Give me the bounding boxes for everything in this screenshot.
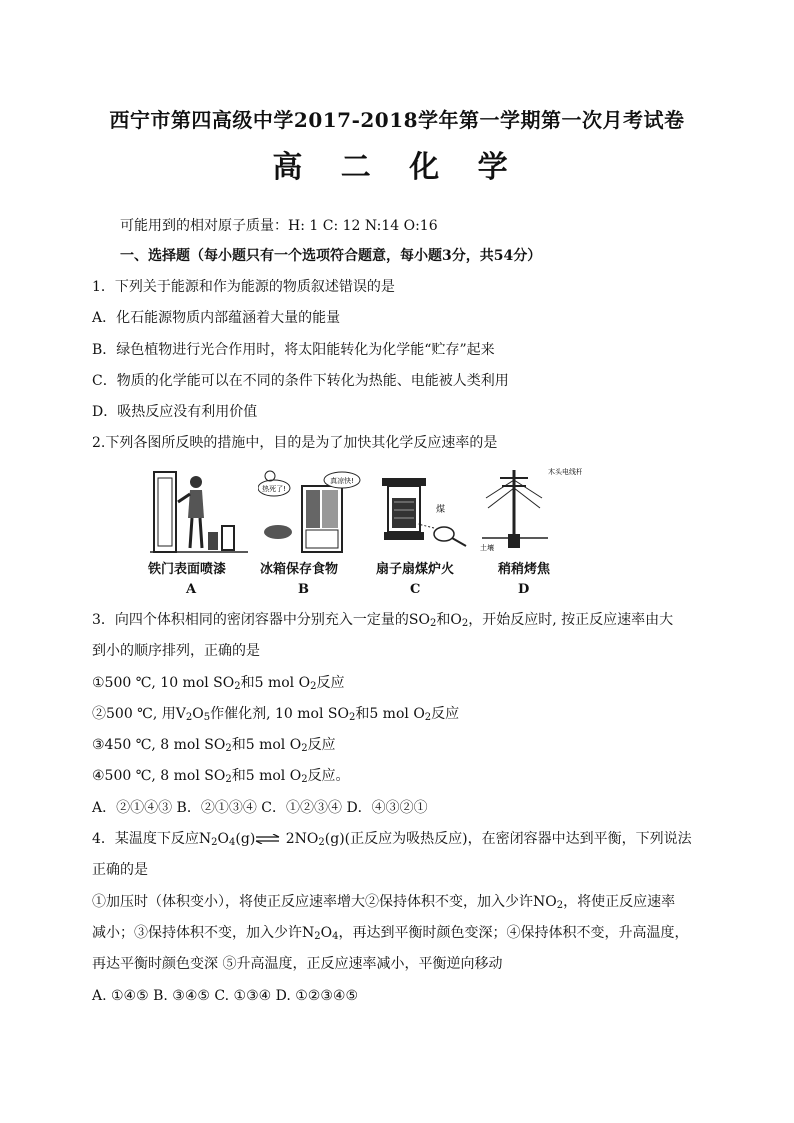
label-pole: 木头电线杆 — [548, 468, 582, 476]
letter-a: A — [186, 582, 197, 597]
section-heading: 一、选择题（每小题只有一个选项符合题意，每小题3分，共54分） — [120, 248, 542, 264]
q2-figures — [148, 468, 582, 598]
q1-option-a: A．化石能源物质内部蕴涵着大量的能量 — [92, 310, 341, 326]
q2-stem: 2.下列各图所反映的措施中，目的是为了加快其化学反应速率的是 — [92, 435, 498, 451]
subject-title: 高 二 化 学 — [272, 150, 522, 185]
q3-item-2: ②500 ℃, 用$V_2O_5$作催化剂, 10 mol $SO_2$和5 mol $O_2$反应 — [92, 706, 460, 723]
figure-c-coal-stove — [374, 468, 478, 558]
q3-stem-line2: 到小的顺序排列，正确的是 — [92, 643, 260, 659]
label-coal: 煤 — [436, 505, 446, 515]
q1-option-d: D．吸热反应没有利用价值 — [92, 404, 258, 420]
atomic-masses: 可能用到的相对原子质量：H: 1 C: 12 N:14 O:16 — [120, 218, 438, 234]
exam-title: 西宁市第四高级中学2017-2018学年第一学期第一次月考试卷 — [109, 108, 685, 132]
q3-item-1: ①500 ℃, 10 mol $SO_2$和5 mol $O_2$反应 — [92, 675, 345, 692]
label-soil: 土壤 — [480, 544, 494, 552]
figure-a-painting-door — [148, 468, 252, 558]
caption-a: 铁门表面喷漆 — [148, 562, 227, 577]
equilibrium-arrow-icon — [255, 834, 281, 844]
figure-b-refrigerator — [258, 468, 362, 558]
caption-d: 稍稍烤焦 — [498, 562, 551, 577]
bubble-hot: 热死了! — [262, 485, 286, 493]
q4-statement-line3: 再达平衡时颜色变深 ⑤升高温度，正反应速率减小，平衡逆向移动 — [92, 956, 503, 972]
q4-stem-line1: 4．某温度下反应$N_2O_4(g)$ $2NO_2(g)$(正反应为吸热反应)，在密闭容器中达到平衡，下列说法 — [92, 831, 692, 848]
q1-option-c: C．物质的化学能可以在不同的条件下转化为热能、电能被人类利用 — [92, 373, 509, 389]
caption-c: 扇子扇煤炉火 — [376, 562, 455, 577]
q1-option-b: B．绿色植物进行光合作用时，将太阳能转化为化学能“贮存”起来 — [92, 342, 495, 358]
caption-b: 冰箱保存食物 — [260, 562, 339, 577]
q3-item-4: ④500 ℃, 8 mol $SO_2$和5 mol $O_2$反应。 — [92, 768, 350, 785]
q4-statement-line2: 减小；③保持体积不变，加入少许$N_2O_4$，再达到平衡时颜色变深；④保持体积不变，升高温度， — [92, 925, 689, 942]
bubble-cool: 真凉快! — [330, 477, 354, 485]
letter-d: D — [518, 582, 530, 597]
q4-choices: A. ①④⑤ B. ③④⑤ C. ①③④ D. ①②③④⑤ — [92, 988, 358, 1004]
q3-item-3: ③450 ℃, 8 mol $SO_2$和5 mol $O_2$反应 — [92, 737, 336, 754]
q3-choices: A．②①④③ B．②①③④ C．①②③④ D．④③②① — [92, 800, 428, 816]
letter-c: C — [410, 582, 421, 597]
letter-b: B — [298, 582, 309, 597]
figure-d-wooden-pole — [478, 468, 582, 558]
q1-stem: 1．下列关于能源和作为能源的物质叙述错误的是 — [92, 279, 395, 295]
q4-stem-line2: 正确的是 — [92, 862, 148, 878]
q3-stem-line1: 3．向四个体积相同的密闭容器中分别充入一定量的$SO_2$和$O_2$，开始反应时, 按正反应速率由大 — [92, 612, 674, 629]
q4-statement-line1: ①加压时（体积变小），将使正反应速率增大②保持体积不变，加入少许$NO_2$，将使正反应速率 — [92, 894, 676, 911]
